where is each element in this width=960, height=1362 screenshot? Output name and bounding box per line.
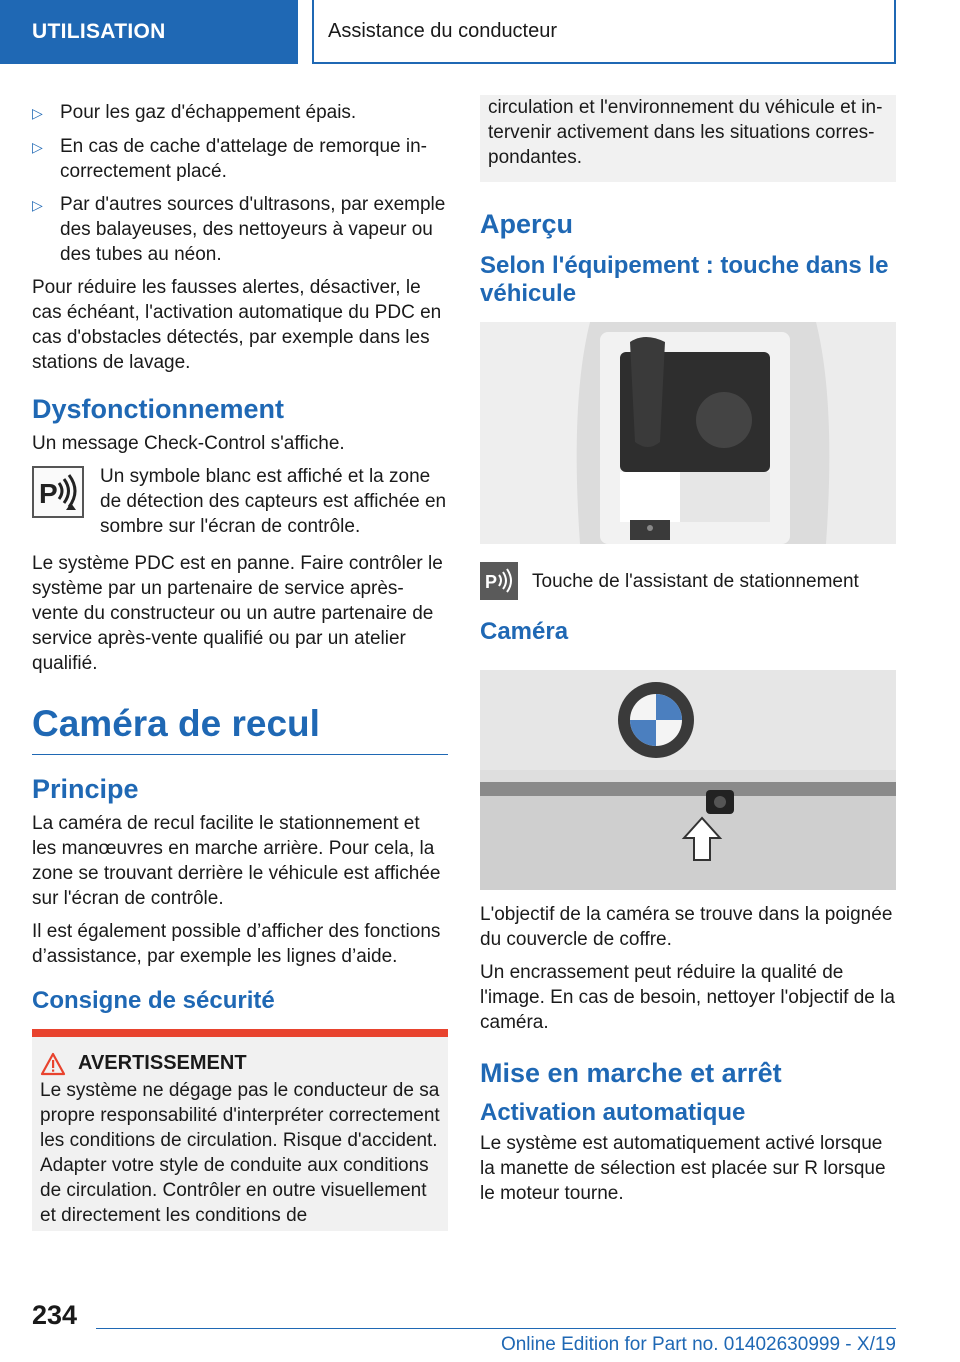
heading-apercu: Aperçu bbox=[480, 209, 574, 239]
chapter-title: Assistance du conducteur bbox=[328, 19, 558, 42]
warning-text-continued: circulation et l'environnement du véhicule et intervenir activement dans les situations correspondantes. bbox=[488, 97, 883, 168]
heading-consigne: Consigne de sécurité bbox=[32, 987, 275, 1014]
paragraph: L'objectif de la caméra se trouve dans la poignée du couvercle de coffre. bbox=[480, 904, 893, 950]
heading-camera-de-recul: Caméra de recul bbox=[32, 702, 448, 755]
center-console-photo bbox=[480, 322, 896, 544]
list-item bbox=[32, 100, 448, 126]
heading-dysfonctionnement: Dysfonctionnement bbox=[32, 394, 285, 424]
chapter-header bbox=[312, 0, 896, 64]
section-tab bbox=[0, 0, 298, 64]
paragraph: Le système est automatiquement activé lorsque la manette de sélection est placée sur R lorsque le moteur tourne. bbox=[480, 1133, 886, 1204]
rear-camera-photo bbox=[480, 670, 896, 890]
parking-assistant-button-icon bbox=[480, 562, 518, 600]
list-item bbox=[32, 134, 448, 184]
triangle-bullet-icon: ▷ bbox=[32, 197, 43, 213]
warning-text: Le système ne dégage pas le conducteur de sa propre responsabilité d'interpréter correctement les conditions de circulation. Risque d'accident. Adapter votre style de conduite aux conditions de circulation. Contrôler en outre visuellement et directement les conditions de bbox=[40, 1080, 440, 1226]
warning-header bbox=[40, 1051, 440, 1076]
heading-principe: Principe bbox=[32, 774, 139, 804]
list-item-text: En cas de cache d'attelage de remorque incorrectement placé. bbox=[60, 136, 427, 182]
heading-camera: Caméra bbox=[480, 618, 569, 645]
warning-triangle-icon bbox=[40, 1052, 66, 1076]
heading-selon-equipement: Selon l'équipement : touche dans le véhicule bbox=[480, 252, 889, 307]
left-column bbox=[32, 100, 448, 1231]
warning-title: AVERTISSEMENT bbox=[78, 1052, 247, 1074]
paragraph: Le système PDC est en panne. Faire contrôler le système par un partenaire de service après-vente du constructeur ou un autre partenaire de service après-vente qualifié ou par un atelier qualifié. bbox=[32, 553, 443, 674]
paragraph: Un encrassement peut réduire la qualité de l'image. En cas de besoin, nettoyer l'objectif de la caméra. bbox=[480, 962, 895, 1033]
parking-sensor-icon bbox=[32, 466, 84, 518]
warning-box-continued bbox=[480, 95, 896, 182]
section-title: UTILISATION bbox=[32, 20, 166, 43]
warning-box bbox=[32, 1029, 448, 1231]
legend-row bbox=[480, 562, 896, 600]
triangle-bullet-icon: ▷ bbox=[32, 105, 43, 121]
triangle-bullet-icon: ▷ bbox=[32, 139, 43, 155]
footer-rule bbox=[96, 1328, 896, 1329]
paragraph: Il est également possible d’afficher des fonctions d’assistance, par exemple les lignes d’aide. bbox=[32, 921, 441, 967]
legend-text: Touche de l'assistant de stationnement bbox=[532, 570, 859, 592]
paragraph: Pour réduire les fausses alertes, désactiver, le cas échéant, l'activation automatique du PDC en cas d'obstacles détectés, par exemple dans les stations de lavage. bbox=[32, 277, 442, 373]
footer-edition: Online Edition for Part no. 01402630999 - X/19 bbox=[500, 1334, 896, 1355]
page-number: 234 bbox=[32, 1300, 78, 1330]
list-item-text: Par d'autres sources d'ultrasons, par exemple des balayeuses, des nettoyeurs à vapeur ou des tubes au néon. bbox=[60, 194, 446, 265]
paragraph: Un message Check-Control s'affiche. bbox=[32, 433, 345, 454]
icon-paragraph bbox=[32, 464, 448, 539]
svg-text:P: P bbox=[485, 572, 498, 592]
right-column bbox=[480, 97, 896, 1214]
svg-text:P: P bbox=[39, 478, 58, 509]
heading-mise-en-marche: Mise en marche et arrêt bbox=[480, 1058, 782, 1088]
heading-activation-automatique: Activation automatique bbox=[480, 1099, 746, 1126]
list-item bbox=[32, 192, 448, 267]
paragraph: La caméra de recul facilite le stationnement et les manœuvres en marche arrière. Pour cela, la zone se trouvant derrière le véhicule est affichée sur l'écran de contrôle. bbox=[32, 813, 441, 909]
icon-paragraph-text: Un symbole blanc est affiché et la zone de détection des capteurs est affichée en sombre sur l'écran de contrôle. bbox=[100, 466, 447, 537]
list-item-text: Pour les gaz d'échappement épais. bbox=[60, 102, 357, 123]
